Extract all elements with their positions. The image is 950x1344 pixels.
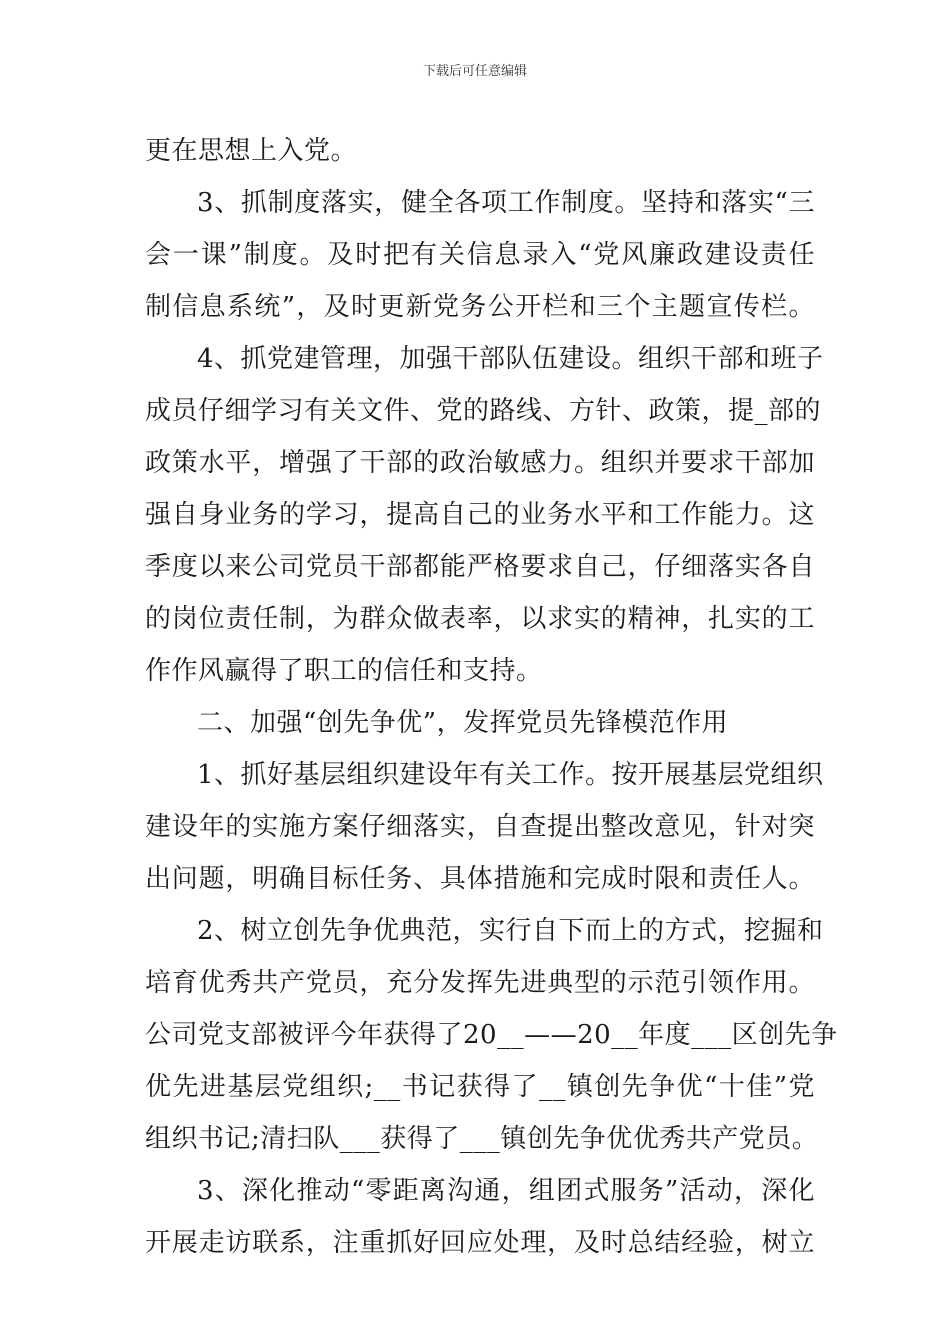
text-line: 4、抓党建管理，加强干部队伍建设。组织干部和班子 (197, 344, 824, 374)
text-line: 公司党支部被评今年获得了20__——20__年度___区创先争 (145, 1020, 838, 1050)
section-heading: 二、加强“创先争优”，发挥党员先锋模范作用 (197, 708, 729, 738)
text-line: 政策水平，增强了干部的政治敏感力。组织并要求干部加 (145, 448, 815, 478)
text-line: 建设年的实施方案仔细落实，自查提出整改意见，针对突 (145, 812, 815, 842)
text-line: 出问题，明确目标任务、具体措施和完成时限和责任人。 (145, 864, 815, 894)
text-line: 优先进基层党组织;__书记获得了__镇创先争优“十佳”党 (145, 1072, 815, 1102)
text-line: 2、树立创先争优典范，实行自下而上的方式，挖掘和 (197, 916, 824, 946)
text-line: 作作风赢得了职工的信任和支持。 (145, 656, 543, 686)
page-header: 下载后可任意编辑 (422, 64, 527, 79)
text-line: 成员仔细学习有关文件、党的路线、方针、政策，提_部的 (145, 396, 822, 426)
text-line: 3、抓制度落实，健全各项工作制度。坚持和落实“三 (197, 188, 815, 218)
document-body (145, 125, 838, 1269)
text-line: 的岗位责任制，为群众做表率，以求实的精神，扎实的工 (145, 604, 815, 634)
text-line: 开展走访联系，注重抓好回应处理，及时总结经验，树立 (145, 1228, 815, 1258)
text-line: 季度以来公司党员干部都能严格要求自己，仔细落实各自 (145, 552, 815, 582)
text-line: 1、抓好基层组织建设年有关工作。按开展基层党组织 (197, 760, 824, 790)
text-line: 组织书记;清扫队___获得了___镇创先争优优秀共产党员。 (145, 1124, 819, 1154)
text-line: 更在思想上入党。 (145, 136, 358, 166)
text-line: 制信息系统”，及时更新党务公开栏和三个主题宣传栏。 (145, 292, 815, 322)
text-line: 会一课”制度。及时把有关信息录入“党风廉政建设责任 (145, 240, 815, 270)
text-line: 3、深化推动“零距离沟通，组团式服务”活动，深化 (197, 1176, 815, 1206)
text-line: 强自身业务的学习，提高自己的业务水平和工作能力。这 (145, 500, 815, 530)
text-line: 培育优秀共产党员，充分发挥先进典型的示范引领作用。 (145, 968, 815, 998)
